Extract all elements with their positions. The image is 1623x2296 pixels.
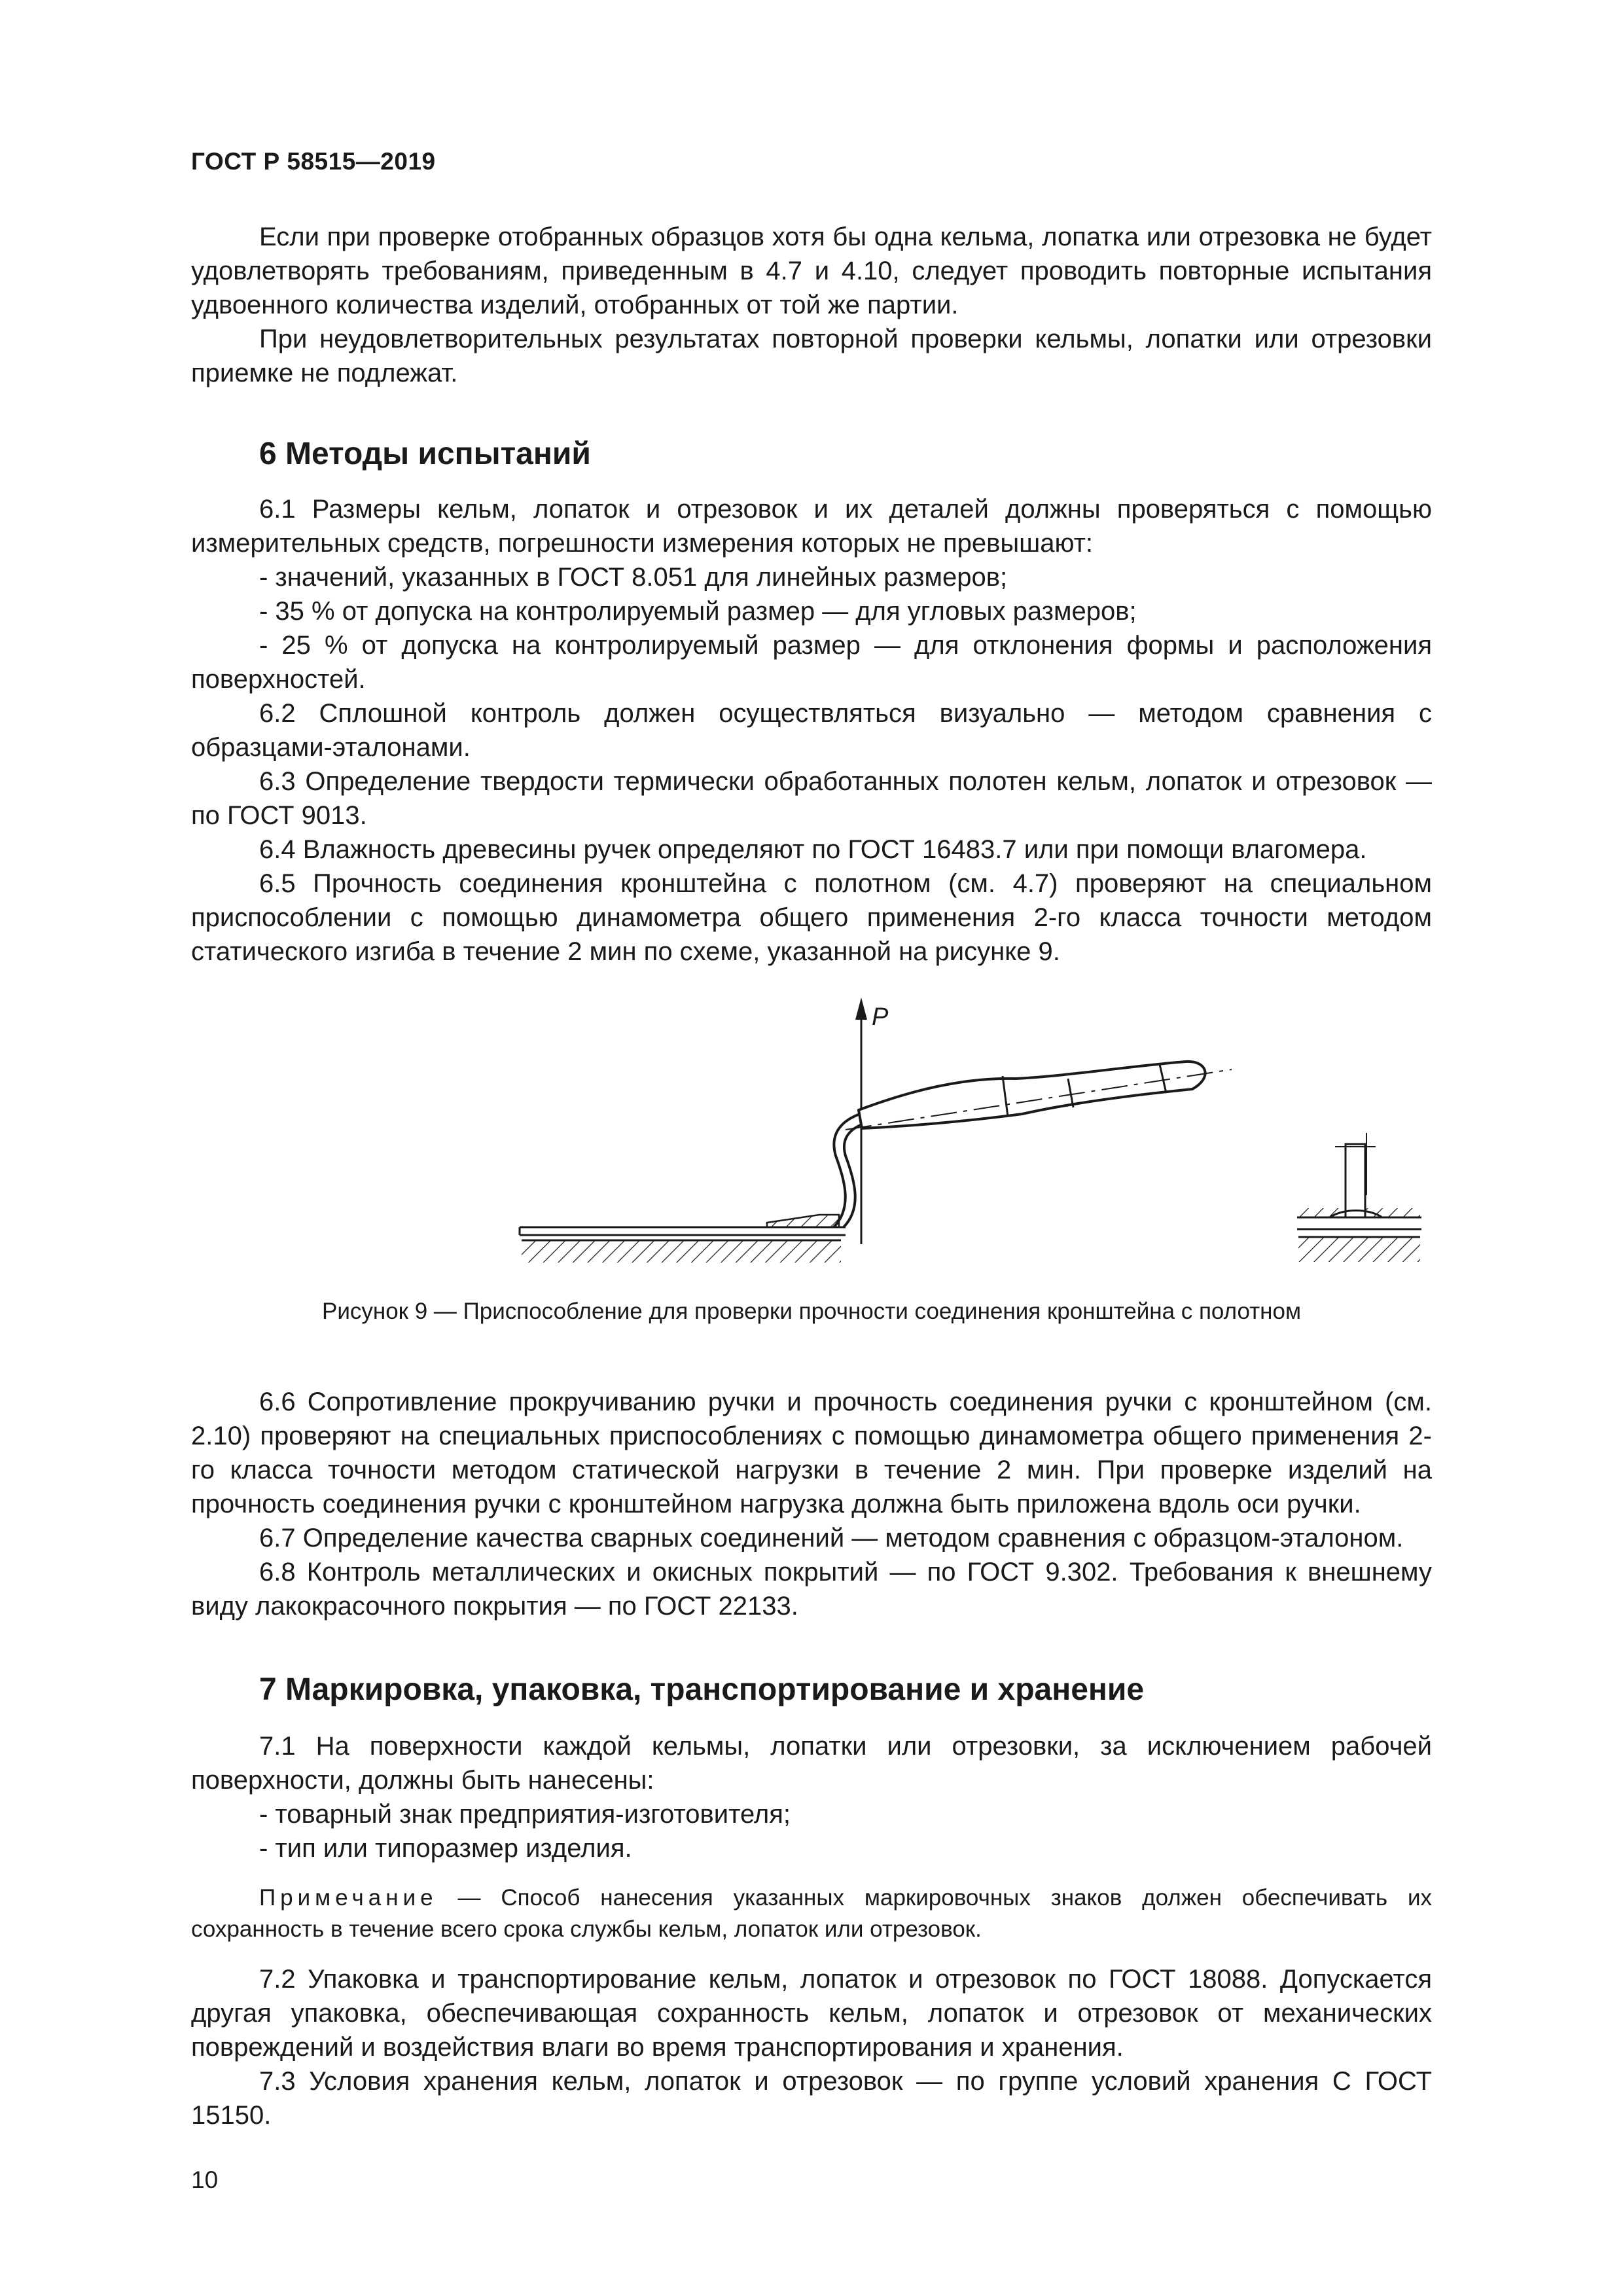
test-pin [1346, 1144, 1365, 1217]
list-item: - тип или типоразмер изделия. [259, 1834, 632, 1863]
paragraph-7-3: 7.3 Условия хранения кельм, лопаток и отрезовок — по группе условий хранения С ГОСТ 15150. [191, 2067, 1432, 2130]
list-item: - 35 % от допуска на контролируемый размер — для угловых размеров; [259, 597, 1137, 626]
force-label: P [872, 1003, 889, 1031]
note-label: Примечание [259, 1885, 438, 1910]
document-header: ГОСТ Р 58515—2019 [191, 148, 436, 175]
paragraph-6-8: 6.8 Контроль металлических и окисных покрытий — по ГОСТ 9.302. Требования к внешнему виду лакокрасочного покрытия — по ГОСТ 22133. [191, 1558, 1432, 1621]
paragraph-6-2: 6.2 Сплошной контроль должен осуществляться визуально — методом сравнения с образцами-эталонами. [191, 699, 1432, 762]
section-7-title: 7 Маркировка, упаковка, транспортирование и хранение [259, 1672, 1145, 1707]
list-item: - значений, указанных в ГОСТ 8.051 для линейных размеров; [259, 563, 1008, 592]
paragraph-6-7: 6.7 Определение качества сварных соединений — методом сравнения с образцом-эталоном. [259, 1524, 1404, 1552]
note-text: — Способ нанесения указанных маркировочных знаков должен обеспечивать их сохранность в течение всего срока службы кельм, лопаток или отрезовок. [191, 1885, 1432, 1942]
list-item: - товарный знак предприятия-изготовителя; [259, 1800, 791, 1829]
paragraph-6-1: 6.1 Размеры кельм, лопаток и отрезовок и их деталей должны проверяться с помощью измерительных средств, погрешности измерения которых не превышают: [191, 495, 1432, 558]
section-6-title: 6 Методы испытаний [259, 437, 591, 471]
paragraph-7-2: 7.2 Упаковка и транспортирование кельм, лопаток и отрезовок по ГОСТ 18088. Допускается другая упаковка, обеспечивающая сохранность кельм, лопаток и отрезовок от механических повреждений и воздействия влаги во время транспортирования и хранения. [191, 1965, 1432, 2062]
intro-paragraph-2: При неудовлетворительных результатах повторной проверки кельмы, лопатки или отрезовки приемке не подлежат. [191, 325, 1432, 387]
paragraph-6-6: 6.6 Сопротивление прокручиванию ручки и прочность соединения ручки с кронштейном (см. 2.10) проверяют на специальных приспособлениях с помощью динамометра общего применения 2-го класса точности методом статической нагрузки в течение 2 мин. При проверке изделий на прочность соединения ручки с кронштейном нагрузка должна быть приложена вдоль оси ручки. [191, 1388, 1432, 1518]
paragraph-6-3: 6.3 Определение твердости термически обработанных полотен кельм, лопаток и отрезовок — по ГОСТ 9013. [191, 767, 1432, 830]
figure-caption: Рисунок 9 — Приспособление для проверки прочности соединения кронштейна с полотном [321, 1299, 1302, 1324]
page-number: 10 [191, 2166, 219, 2193]
ground-hatch-right [1298, 1237, 1420, 1262]
note [191, 1882, 1432, 1945]
handle-outline [859, 1062, 1205, 1128]
ground-hatch-left [522, 1240, 841, 1263]
list-item: - 25 % от допуска на контролируемый размер — для отклонения формы и расположения поверхностей. [191, 631, 1432, 694]
document-body [191, 220, 1432, 2132]
paragraph-6-5: 6.5 Прочность соединения кронштейна с полотном (см. 4.7) проверяют на специальном приспособлении с помощью динамометра общего применения 2-го класса точности методом статического изгиба в течение 2 мин по схеме, указанной на рисунке 9. [191, 869, 1432, 966]
intro-paragraph-1: Если при проверке отобранных образцов хотя бы одна кельма, лопатка или отрезовка не будет удовлетворять требованиям, приведенным в 4.7 и 4.10, следует проводить повторные испытания удвоенного количества изделий, отобранных от той же партии. [191, 223, 1432, 319]
trowel-test-fixture-diagram [191, 992, 1432, 1293]
paragraph-6-4: 6.4 Влажность древесины ручек определяют по ГОСТ 16483.7 или при помощи влагомера. [259, 835, 1367, 864]
paragraph-7-1: 7.1 На поверхности каждой кельмы, лопатки или отрезовки, за исключением рабочей поверхности, должны быть нанесены: [191, 1732, 1432, 1795]
figure-9 [191, 992, 1432, 1385]
